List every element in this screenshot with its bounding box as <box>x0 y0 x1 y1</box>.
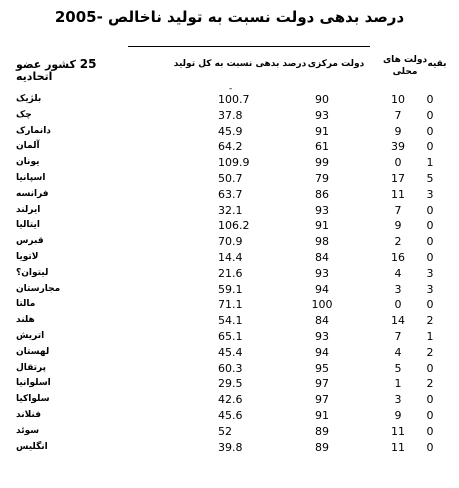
table-row <box>0 313 459 329</box>
rest-cell: 0 <box>426 408 434 422</box>
table-row <box>0 345 459 361</box>
rest-cell: 3 <box>426 282 434 296</box>
header-central-government: دولت مرکزی <box>307 59 365 69</box>
country-cell: اسلوانیا <box>16 378 51 389</box>
central-government-cell: 86 <box>315 187 329 201</box>
country-cell: چک <box>16 109 32 120</box>
debt-percent-cell: 45.4 <box>218 345 243 359</box>
table-row <box>0 266 459 282</box>
header-rest: بقیه <box>427 59 447 69</box>
rest-cell: 0 <box>426 124 434 138</box>
local-government-cell: 10 <box>391 93 405 106</box>
title-underline <box>128 46 370 47</box>
rest-cell: 0 <box>426 298 434 312</box>
rest-cell: 0 <box>426 93 434 106</box>
local-government-cell: 0 <box>394 156 402 170</box>
country-cell: لاتویا <box>16 251 39 262</box>
local-government-cell: 11 <box>391 440 405 454</box>
header-country <box>16 58 128 83</box>
rest-cell: 5 <box>426 171 434 185</box>
local-government-cell: 1 <box>394 377 402 391</box>
central-government-cell: 98 <box>315 235 329 249</box>
table-row <box>0 282 459 298</box>
country-cell: ایتالیا <box>16 220 40 231</box>
central-government-cell: 100 <box>311 298 333 312</box>
country-cell: مجارستان <box>16 283 61 294</box>
rest-cell: 1 <box>426 329 434 343</box>
central-government-cell: 84 <box>315 250 329 264</box>
debt-percent-cell: 100.7 <box>218 93 250 106</box>
percent-column-mark: - <box>229 84 233 94</box>
central-government-cell: 91 <box>315 124 329 138</box>
table-row <box>0 329 459 345</box>
local-government-cell: 3 <box>394 282 402 296</box>
central-government-cell: 99 <box>315 156 329 170</box>
country-cell: دانمارک <box>16 125 51 136</box>
table-row <box>0 392 459 408</box>
country-cell: هلند <box>16 315 35 326</box>
central-government-cell: 93 <box>315 108 329 122</box>
local-government-cell: 39 <box>391 140 405 154</box>
local-government-cell: 9 <box>394 219 402 233</box>
central-government-cell: 79 <box>315 171 329 185</box>
rest-cell: 0 <box>426 250 434 264</box>
local-government-cell: 9 <box>394 408 402 422</box>
table-row <box>0 408 459 424</box>
local-government-cell: 11 <box>391 187 405 201</box>
rest-cell: 0 <box>426 424 434 438</box>
debt-percent-cell: 59.1 <box>218 282 243 296</box>
table-row <box>0 124 459 140</box>
page-title: درصد بدهی دولت نسبت به تولید ناخالص -2005 <box>54 8 405 26</box>
debt-percent-cell: 64.2 <box>218 140 243 154</box>
country-cell: سلواکیا <box>16 394 50 405</box>
header-local-government: دولت های محلی <box>382 55 428 77</box>
table-row <box>0 187 459 203</box>
country-cell: پرتقال <box>16 362 47 373</box>
local-government-cell: 3 <box>394 393 402 407</box>
debt-percent-cell: 14.4 <box>218 250 243 264</box>
rest-cell: 0 <box>426 361 434 375</box>
central-government-cell: 91 <box>315 219 329 233</box>
debt-percent-cell: 63.7 <box>218 187 243 201</box>
rest-cell: 0 <box>426 140 434 154</box>
rest-cell: 0 <box>426 393 434 407</box>
debt-percent-cell: 50.7 <box>218 171 243 185</box>
local-government-cell: 4 <box>394 266 402 280</box>
central-government-cell: 93 <box>315 329 329 343</box>
debt-percent-cell: 21.6 <box>218 266 243 280</box>
debt-percent-cell: 52 <box>218 424 232 438</box>
rest-cell: 2 <box>426 314 434 328</box>
table-row <box>0 203 459 219</box>
table-row <box>0 155 459 171</box>
country-cell: لهستان <box>16 346 50 357</box>
local-government-cell: 2 <box>394 235 402 249</box>
table-row <box>0 218 459 234</box>
central-government-cell: 90 <box>315 93 329 106</box>
country-cell: قبرس <box>16 236 44 247</box>
central-government-cell: 61 <box>315 140 329 154</box>
debt-percent-cell: 29.5 <box>218 377 243 391</box>
debt-percent-cell: 45.6 <box>218 408 243 422</box>
local-government-cell: 9 <box>394 124 402 138</box>
rest-cell: 2 <box>426 345 434 359</box>
local-government-cell: 0 <box>394 298 402 312</box>
central-government-cell: 93 <box>315 203 329 217</box>
debt-percent-cell: 32.1 <box>218 203 243 217</box>
rest-cell: 0 <box>426 203 434 217</box>
debt-table <box>0 92 459 455</box>
local-government-cell: 16 <box>391 250 405 264</box>
rest-cell: 2 <box>426 377 434 391</box>
local-government-cell: 4 <box>394 345 402 359</box>
table-row <box>0 234 459 250</box>
table-row <box>0 250 459 266</box>
rest-cell: 0 <box>426 219 434 233</box>
central-government-cell: 97 <box>315 393 329 407</box>
debt-percent-cell: 54.1 <box>218 314 243 328</box>
rest-cell: 3 <box>426 187 434 201</box>
table-row <box>0 376 459 392</box>
central-government-cell: 93 <box>315 266 329 280</box>
header-country-count: 25 <box>79 57 97 71</box>
local-government-cell: 14 <box>391 314 405 328</box>
debt-percent-cell: 37.8 <box>218 108 243 122</box>
table-row <box>0 440 459 456</box>
country-cell: آلمان <box>16 141 40 152</box>
rest-cell: 3 <box>426 266 434 280</box>
rest-cell: 0 <box>426 235 434 249</box>
local-government-cell: 5 <box>394 361 402 375</box>
debt-percent-cell: 70.9 <box>218 235 243 249</box>
country-cell: اتریش <box>16 330 45 341</box>
header-country-label: کشور عضو اتحادیه <box>16 58 76 83</box>
country-cell: اسپانیا <box>16 172 46 183</box>
debt-percent-cell: 106.2 <box>218 219 250 233</box>
table-row <box>0 424 459 440</box>
rest-cell: 1 <box>426 156 434 170</box>
debt-percent-cell: 45.9 <box>218 124 243 138</box>
country-cell: مالتا <box>16 299 36 310</box>
central-government-cell: 84 <box>315 314 329 328</box>
table-row <box>0 108 459 124</box>
central-government-cell: 97 <box>315 377 329 391</box>
central-government-cell: 89 <box>315 424 329 438</box>
debt-percent-cell: 60.3 <box>218 361 243 375</box>
central-government-cell: 91 <box>315 408 329 422</box>
debt-percent-cell: 42.6 <box>218 393 243 407</box>
table-row <box>0 361 459 377</box>
central-government-cell: 95 <box>315 361 329 375</box>
rest-cell: 0 <box>426 440 434 454</box>
country-cell: فنلاند <box>16 409 41 420</box>
table-row <box>0 139 459 155</box>
table-row <box>0 297 459 313</box>
local-government-cell: 7 <box>394 108 402 122</box>
table-row <box>0 92 459 108</box>
country-cell: یونان <box>16 157 40 168</box>
debt-percent-cell: 109.9 <box>218 156 250 170</box>
debt-percent-cell: 39.8 <box>218 440 243 454</box>
table-row <box>0 171 459 187</box>
central-government-cell: 94 <box>315 282 329 296</box>
local-government-cell: 11 <box>391 424 405 438</box>
debt-percent-cell: 71.1 <box>218 298 243 312</box>
country-cell: سوئد <box>16 425 40 436</box>
local-government-cell: 17 <box>391 171 405 185</box>
country-cell: انگلیس <box>16 441 48 452</box>
local-government-cell: 7 <box>394 203 402 217</box>
rest-cell: 0 <box>426 108 434 122</box>
country-cell: بلژیک <box>16 94 42 104</box>
country-cell: لیتوان؟ <box>16 267 49 278</box>
header-debt-percent: درصد بدهی نسبت به کل تولید <box>173 59 307 69</box>
central-government-cell: 89 <box>315 440 329 454</box>
debt-percent-cell: 65.1 <box>218 329 243 343</box>
central-government-cell: 94 <box>315 345 329 359</box>
local-government-cell: 7 <box>394 329 402 343</box>
country-cell: ایرلند <box>16 204 41 215</box>
country-cell: فرانسه <box>16 188 49 199</box>
